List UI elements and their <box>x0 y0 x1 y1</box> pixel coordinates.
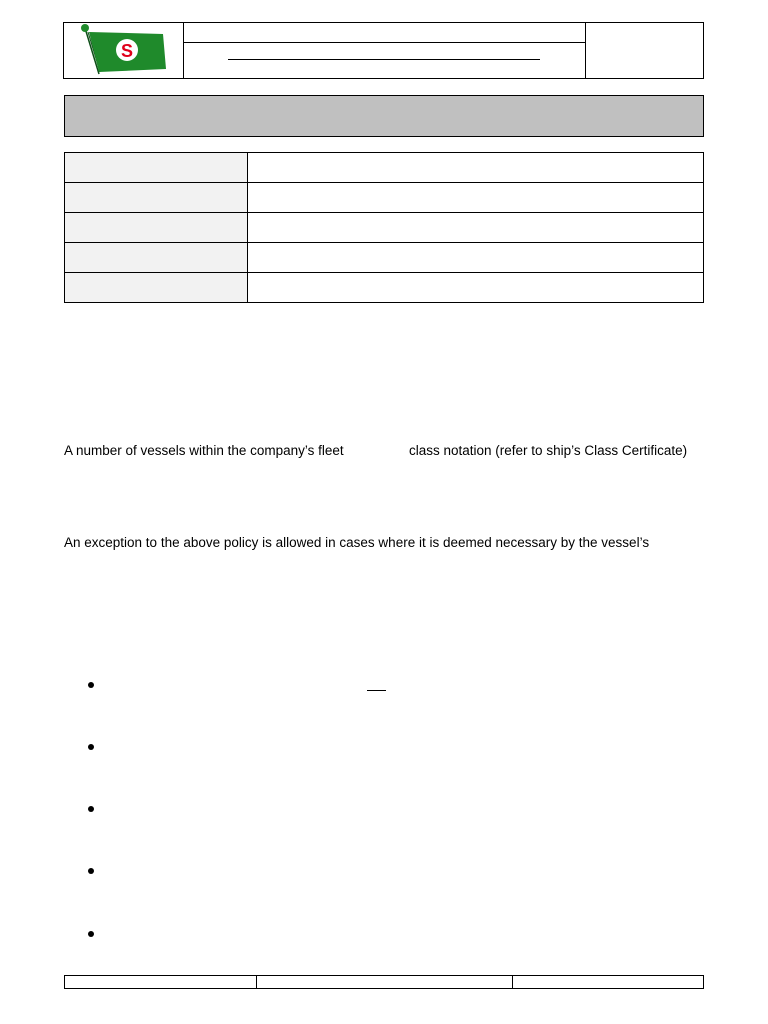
blank-underline <box>367 690 386 691</box>
paragraph-fleet-right: class notation (refer to ship’s Class Certificate) <box>409 443 688 458</box>
page-footer <box>64 975 704 989</box>
info-value <box>248 183 704 213</box>
table-row <box>65 243 704 273</box>
info-label <box>65 243 248 273</box>
list-item <box>88 925 688 941</box>
list-item <box>88 800 688 816</box>
company-flag-logo <box>63 22 184 79</box>
bullet-icon <box>88 682 94 688</box>
list-item <box>88 676 688 692</box>
info-value <box>248 243 704 273</box>
info-value <box>248 153 704 183</box>
logo-letter: S <box>120 41 134 61</box>
info-label <box>65 273 248 303</box>
info-value <box>248 213 704 243</box>
list-item <box>88 862 688 878</box>
document-info-table <box>64 152 704 303</box>
paragraph-exception: An exception to the above policy is allowed in cases where it is deemed necessary by the vessel’s <box>64 535 650 550</box>
header-right-divider <box>585 22 586 79</box>
table-row <box>65 273 704 303</box>
bullet-icon <box>88 744 94 750</box>
header-title-underline <box>228 59 540 60</box>
info-label <box>65 183 248 213</box>
footer-divider <box>256 975 257 989</box>
bullet-icon <box>88 868 94 874</box>
info-value <box>248 273 704 303</box>
info-label <box>65 153 248 183</box>
bullet-icon <box>88 806 94 812</box>
table-row <box>65 153 704 183</box>
section-title-bar <box>64 95 704 137</box>
list-item <box>88 738 688 754</box>
header-divider <box>184 42 586 43</box>
bullet-icon <box>88 931 94 937</box>
logo-cell <box>63 22 184 79</box>
table-row <box>65 183 704 213</box>
info-label <box>65 213 248 243</box>
footer-divider <box>512 975 513 989</box>
table-row <box>65 213 704 243</box>
paragraph-fleet-left: A number of vessels within the company’s fleet <box>64 443 344 458</box>
